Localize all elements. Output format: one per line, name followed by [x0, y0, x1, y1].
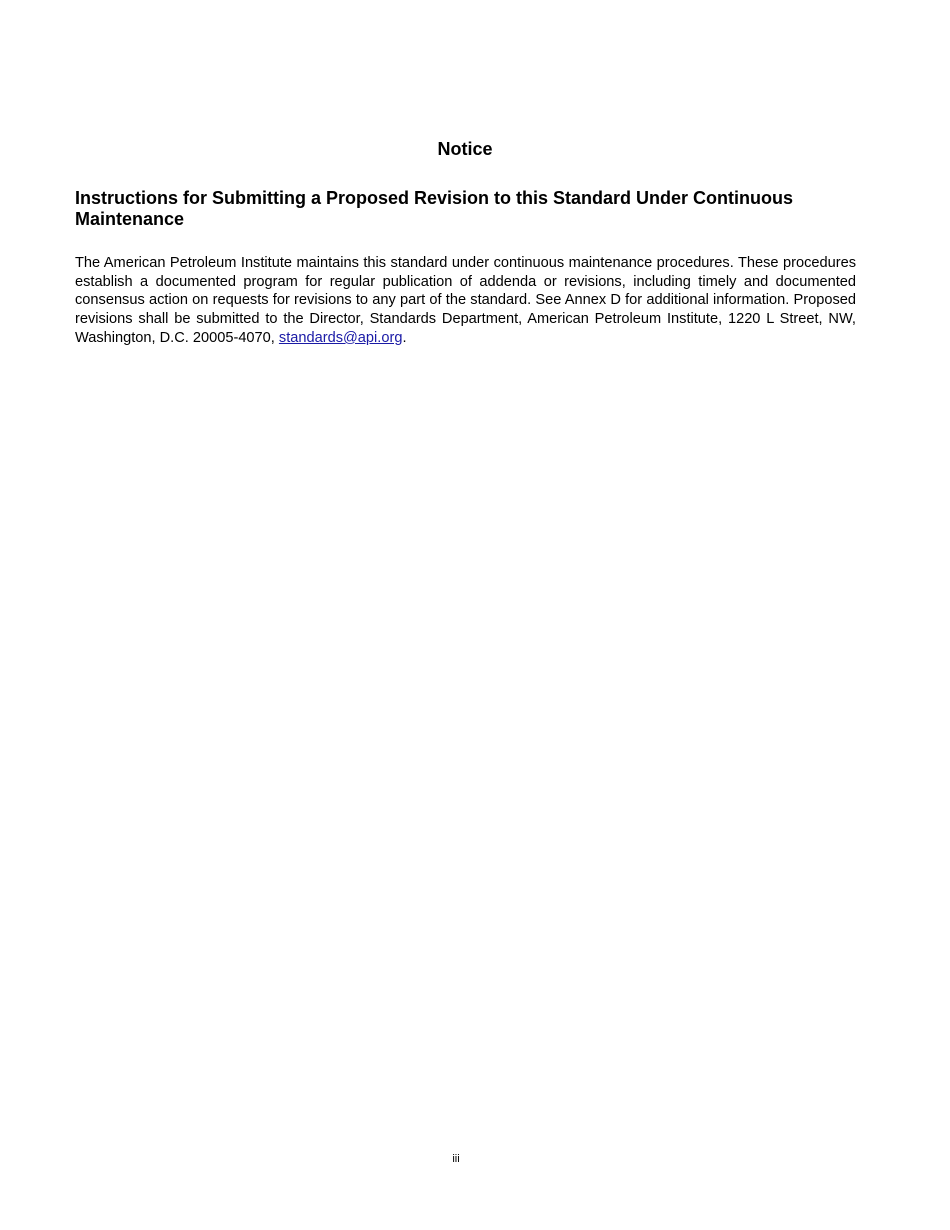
body-paragraph — [75, 254, 856, 348]
section-heading: Instructions for Submitting a Proposed Revision to this Standard Under Continuous Maintenance — [75, 188, 794, 229]
email-link[interactable]: standards@api.org — [278, 329, 403, 346]
notice-title: Notice — [437, 139, 493, 159]
page-number: iii — [452, 1153, 460, 1165]
paragraph-text: The American Petroleum Institute maintains this standard under continuous maintenance procedures. These procedures establish a documented program for regular publication of addenda or revisions, including timely and documented consensus action on requests for revisions to any part of the standard. See Annex D for additional information. Proposed revisions shall be submitted to the Director, Standards Department, American Petroleum Institute, 1220 L Street, NW, Washington, D.C. 20005-4070, — [75, 255, 856, 346]
paragraph-trailing: . — [402, 329, 407, 346]
